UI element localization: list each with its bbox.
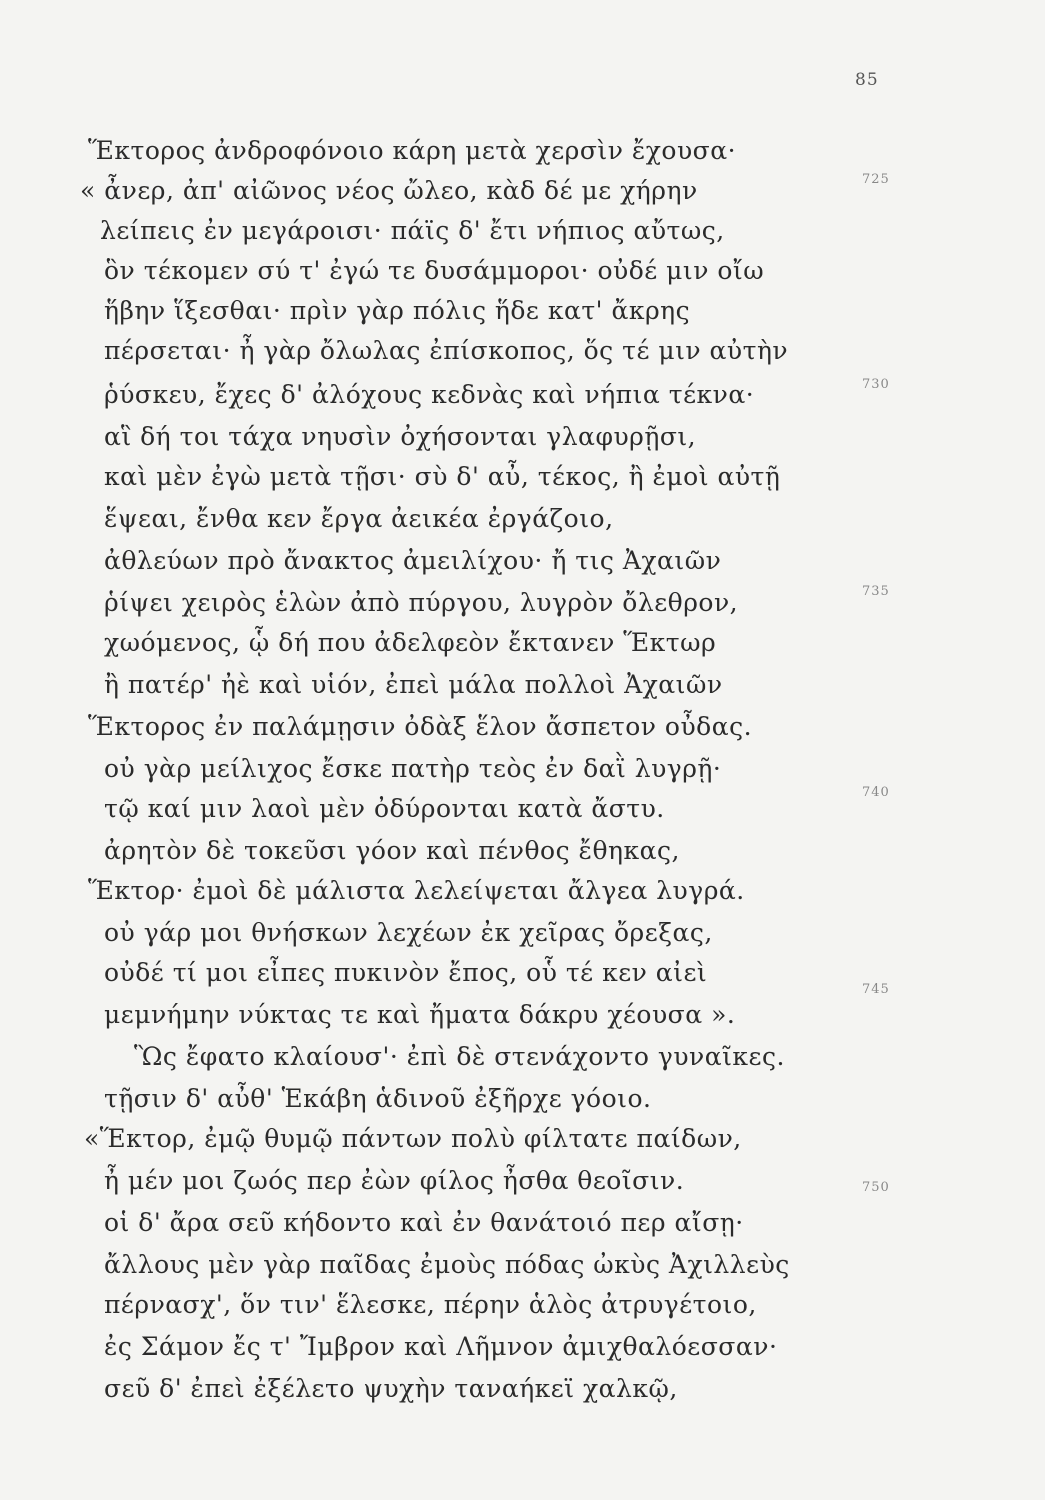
verse-line: Ἕκτορ· ἐμοὶ δὲ μάλιστα λελείψεται ἄλγεα λυγρά. [88,876,745,905]
verse-line: οἱ δ' ἄρα σεῦ κήδοντο καὶ ἐν θανάτοιό περ αἴσῃ· [104,1208,744,1237]
verse-line: ἥβην ἵξεσθαι· πρὶν γὰρ πόλις ἥδε κατ' ἄκρης [104,296,691,325]
verse-line: σεῦ δ' ἐπεὶ ἐξέλετο ψυχὴν ταναήκεϊ χαλκῷ, [104,1374,678,1403]
verse-line: ἀρητὸν δὲ τοκεῦσι γόον καὶ πένθος ἔθηκας, [104,836,680,865]
verse-line: ῥίψει χειρὸς ἑλὼν ἀπὸ πύργου, λυγρὸν ὄλεθρον, [104,588,739,617]
line-number: 735 [862,584,890,599]
verse-line: πέρνασχ', ὅν τιν' ἕλεσκε, πέρην ἁλὸς ἀτρυγέτοιο, [104,1290,757,1319]
verse-line: Ὣς ἔφατο κλαίουσ'· ἐπὶ δὲ στενάχοντο γυναῖκες. [134,1042,785,1071]
verse-line: μεμνήμην νύκτας τε καὶ ἤματα δάκρυ χέουσα ». [104,1000,736,1029]
verse-line: «Ἕκτορ, ἐμῷ θυμῷ πάντων πολὺ φίλτατε παίδων, [84,1124,742,1153]
verse-line: « ἆνερ, ἀπ' αἰῶνος νέος ὤλεο, κὰδ δέ με χήρην [80,176,698,205]
line-number: 745 [862,982,890,997]
verse-line: λείπεις ἐν μεγάροισι· πάϊς δ' ἔτι νήπιος αὔτως, [100,216,725,245]
verse-line: τῷ καί μιν λαοὶ μὲν ὀδύρονται κατὰ ἄστυ. [104,794,665,823]
verse-line: οὐ γάρ μοι θνήσκων λεχέων ἐκ χεῖρας ὄρεξας, [104,918,713,947]
line-number: 750 [862,1180,890,1195]
verse-line: ἦ μέν μοι ζωός περ ἐὼν φίλος ἦσθα θεοῖσιν. [104,1166,685,1195]
line-number: 730 [862,377,890,392]
verse-line: ῥύσκευ, ἔχες δ' ἀλόχους κεδνὰς καὶ νήπια τέκνα· [104,380,755,409]
verse-line: Ἕκτορος ἀνδροφόνοιο κάρη μετὰ χερσὶν ἔχουσα· [88,136,737,165]
verse-line: καὶ μὲν ἐγὼ μετὰ τῇσι· σὺ δ' αὖ, τέκος, ἢ ἐμοὶ αὐτῇ [104,462,781,491]
verse-line: ἀθλεύων πρὸ ἄνακτος ἀμειλίχου· ἤ τις Ἀχαιῶν [104,546,722,575]
verse-line: ἐς Σάμον ἔς τ' Ἴμβρον καὶ Λῆμνον ἀμιχθαλόεσσαν· [104,1332,778,1361]
verse-line: ἕψεαι, ἔνθα κεν ἔργα ἀεικέα ἐργάζοιο, [104,504,614,533]
verse-line: αἳ δή τοι τάχα νηυσὶν ὀχήσονται γλαφυρῇσι, [104,422,697,451]
line-number: 725 [862,172,890,187]
verse-line: ἢ πατέρ' ἠὲ καὶ υἱόν, ἐπεὶ μάλα πολλοὶ Ἀχαιῶν [104,670,723,699]
verse-line: ὃν τέκομεν σύ τ' ἐγώ τε δυσάμμοροι· οὐδέ μιν οἴω [104,256,765,285]
verse-line: τῇσιν δ' αὖθ' Ἑκάβη ἁδινοῦ ἐξῆρχε γόοιο. [104,1084,652,1113]
line-number: 740 [862,785,890,800]
verse-line: οὐδέ τί μοι εἶπες πυκινὸν ἔπος, οὗ τέ κεν αἰεὶ [104,958,708,987]
verse-line: οὐ γὰρ μείλιχος ἔσκε πατὴρ τεὸς ἐν δαῒ λυγρῇ· [104,754,722,783]
verse-line: ἄλλους μὲν γὰρ παῖδας ἐμοὺς πόδας ὠκὺς Ἀχιλλεὺς [104,1250,790,1279]
page-number: 85 [855,70,879,90]
verse-line: πέρσεται· ἦ γὰρ ὄλωλας ἐπίσκοπος, ὅς τέ μιν αὐτὴν [104,336,789,365]
verse-line: Ἕκτορος ἐν παλάμῃσιν ὀδὰξ ἕλον ἄσπετον οὖδας. [88,712,753,741]
verse-line: χωόμενος, ᾧ δή που ἀδελφεὸν ἔκτανεν Ἕκτωρ [104,628,717,657]
